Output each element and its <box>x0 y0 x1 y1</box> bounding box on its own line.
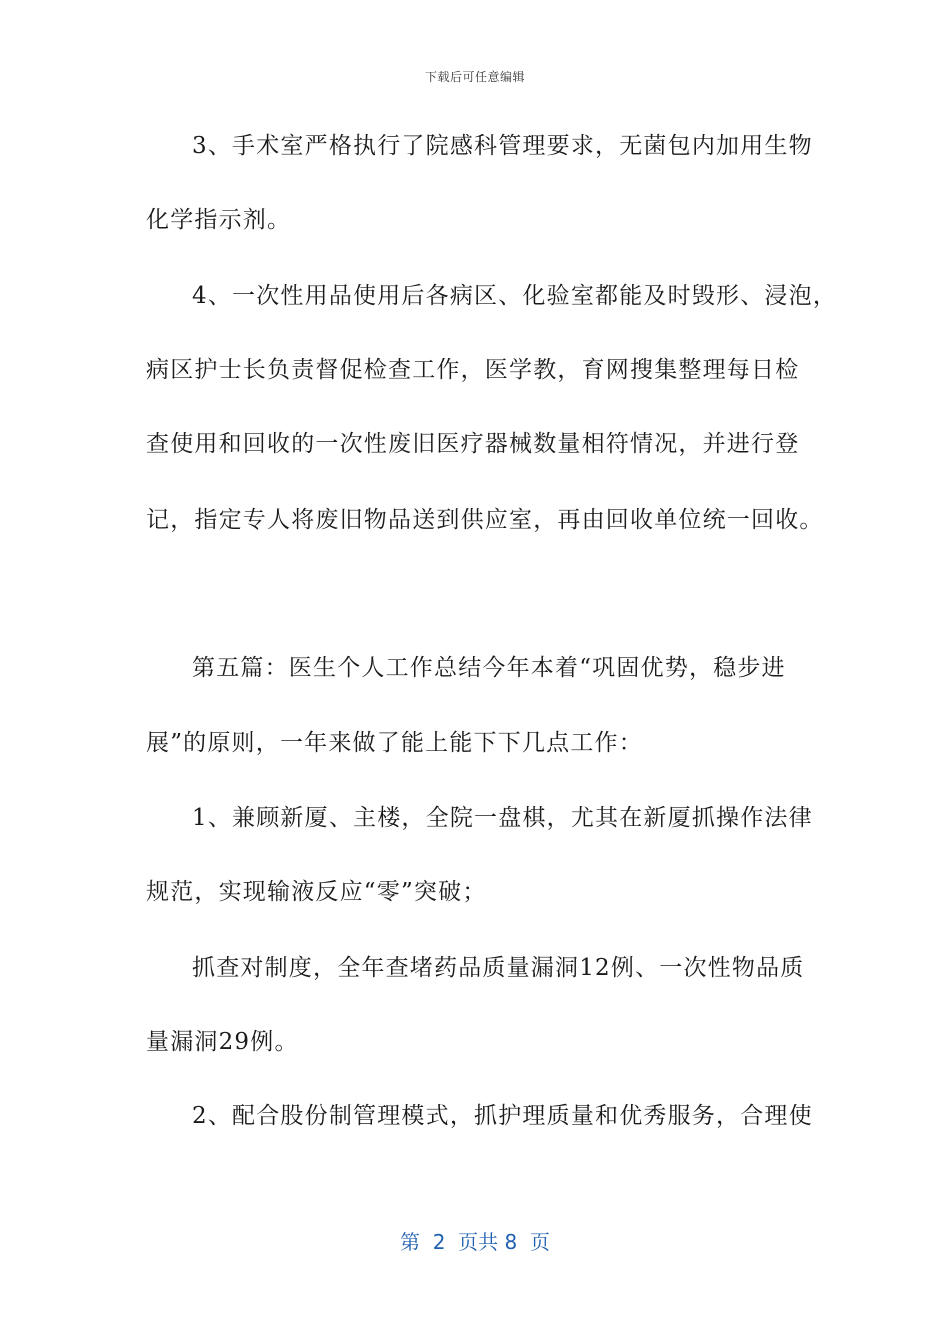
paragraph-line: 3、手术室严格执行了院感科管理要求，无菌包内加用生物 <box>192 133 813 159</box>
page-header: 下载后可任意编辑 <box>424 70 525 84</box>
paragraph-line: 记，指定专人将废旧物品送到供应室，再由回收单位统一回收。 <box>146 507 824 533</box>
paragraph-line: 查使用和回收的一次性废旧医疗器械数量相符情况，并进行登 <box>146 431 800 457</box>
paragraph-line: 病区护士长负责督促检查工作，医学教，育网搜集整理每日检 <box>146 357 800 383</box>
paragraph-line: 规范，实现输液反应“零”突破； <box>146 879 487 905</box>
paragraph-line: 化学指示剂。 <box>146 207 292 233</box>
paragraph-line: 4、一次性用品使用后各病区、化验室都能及时毁形、浸泡， <box>192 283 838 309</box>
page-number-footer: 第 2 页共 8 页 <box>400 1230 550 1254</box>
paragraph-line: 1、兼顾新厦、主楼，全院一盘棋，尤其在新厦抓操作法律 <box>192 805 813 831</box>
paragraph-line: 抓查对制度，全年查堵药品质量漏洞12例、一次性物品质 <box>192 955 805 981</box>
paragraph-line: 量漏洞29例。 <box>146 1029 299 1055</box>
paragraph-line: 2、配合股份制管理模式，抓护理质量和优秀服务，合理使 <box>192 1103 813 1129</box>
section-heading-line: 第五篇：医生个人工作总结今年本着“巩固优势，稳步进 <box>192 655 786 681</box>
paragraph-line: 展”的原则，一年来做了能上能下下几点工作： <box>146 730 643 756</box>
